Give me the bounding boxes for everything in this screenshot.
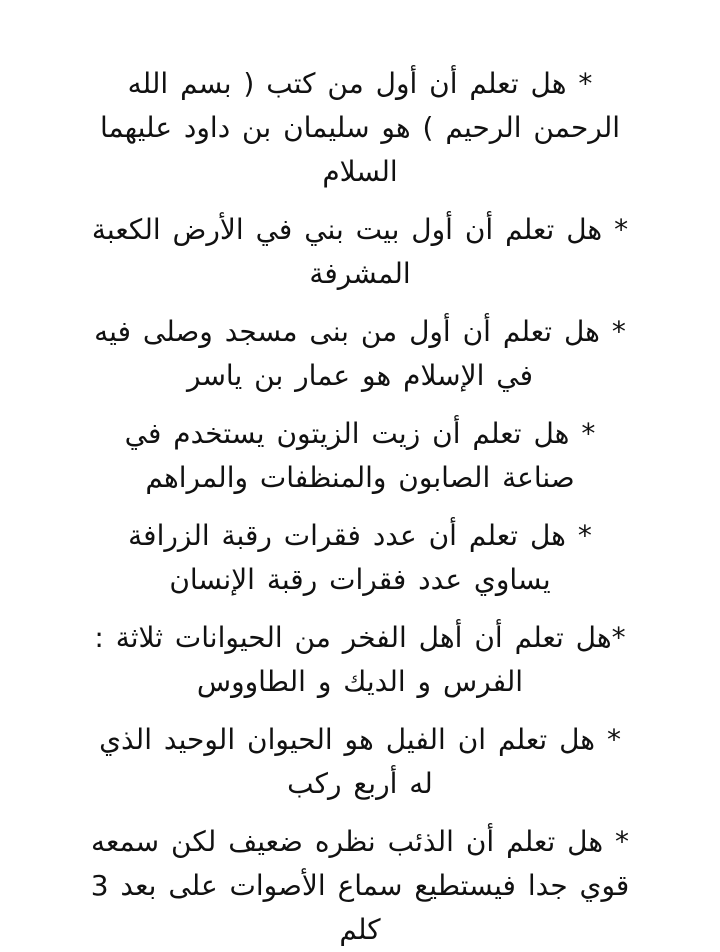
fact-line: * هل تعلم أن أول من بنى مسجد وصلى فيه	[94, 315, 626, 348]
fact-item-5	[60, 514, 660, 602]
fact-item-6	[60, 616, 660, 704]
fact-line: * هل تعلم أن أول بيت بني في الأرض الكعبة	[91, 213, 629, 246]
fact-item-8	[60, 820, 660, 952]
fact-line: يساوي عدد فقرات رقبة الإنسان	[169, 563, 551, 596]
fact-line: *هل تعلم أن أهل الفخر من الحيوانات ثلاثة :	[94, 621, 626, 654]
fact-line: * هل تعلم أن زيت الزيتون يستخدم في	[124, 417, 596, 450]
fact-line: الفرس و الديك و الطاووس	[196, 665, 524, 698]
fact-line: * هل تعلم أن عدد فقرات رقبة الزرافة	[128, 519, 592, 552]
fact-line: قوي جدا فيستطيع سماع الأصوات على بعد 3	[90, 869, 630, 902]
fact-line: صناعة الصابون والمنظفات والمراهم	[145, 461, 575, 494]
fact-item-3	[60, 310, 660, 398]
fact-item-2	[60, 208, 660, 296]
fact-line: * هل تعلم أن أول من كتب ( بسم الله	[127, 67, 593, 100]
fact-line: المشرفة	[309, 257, 411, 290]
fact-item-1	[60, 62, 660, 194]
fact-item-4	[60, 412, 660, 500]
fact-line: الرحمن الرحيم ) هو سليمان بن داود عليهما	[99, 111, 621, 144]
document-page	[0, 62, 720, 946]
fact-line: السلام	[322, 155, 398, 188]
fact-line: * هل تعلم ان الفيل هو الحيوان الوحيد الذي	[99, 723, 621, 756]
fact-item-7	[60, 718, 660, 806]
fact-line: في الإسلام هو عمار بن ياسر	[187, 359, 533, 392]
fact-line: كلم	[339, 913, 381, 946]
fact-line: له أربع ركب	[287, 767, 433, 800]
fact-line: * هل تعلم أن الذئب نظره ضعيف لكن سمعه	[90, 825, 630, 858]
